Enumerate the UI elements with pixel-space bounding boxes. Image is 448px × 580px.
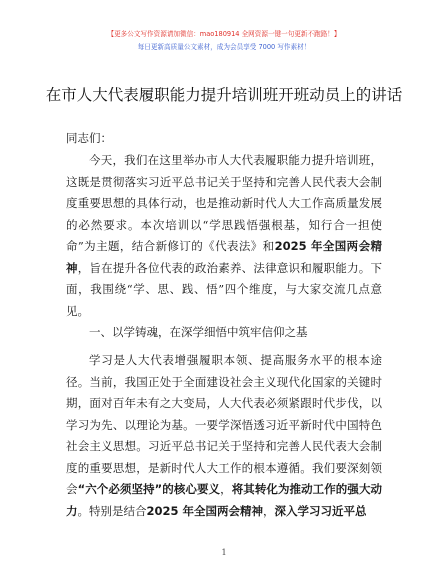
emphasis-two-sessions: 2025 年全国两会精神 (66, 239, 382, 275)
paragraph-intro (66, 150, 382, 322)
emphasis-six-musts: “六个必须坚持”的核心要义 (77, 482, 221, 496)
punct-comma-2: ， (263, 503, 275, 518)
section-heading-1: 一、以学铸魂，在深学细悟中筑牢信仰之基 (89, 325, 308, 339)
banner-member-line: 每日更新高质量公文素材，成为会员享受 7000 写作素材！ (137, 43, 311, 51)
page-number: 1 (221, 548, 227, 557)
document-title: 在市人大代表履职能力提升培训班开班动员上的讲话 (45, 86, 403, 104)
paragraph-section-1-connector: 。特别是结合 (77, 503, 147, 518)
emphasis-study-xi: 深入学习习近平总 (274, 503, 367, 518)
paragraph-section-1-text: 学习是人大代表增强履职本领、提高服务水平的根本途径。当前，我国正处于全面建设社会主义现代化国家的关键时期，面对百年未有之大变局，人大代表必须紧跟时代步伐，以学习为先、以理论为基。一要学深悟透习近平新时代中国特色社会主义思想。习近平总书记关于坚持和完善人民代表大会制度的重要思想，是新时代人大工作的根本遵循。我们要深刻领会 (66, 353, 382, 496)
paragraph-intro-text: 今天，我们在这里举办市人大代表履职能力提升培训班，这既是贯彻落实习近平总书记关于坚持和完善人民代表大会制度重要思想的具体行动，也是推动新时代人大工作高质量发展的必然要求。本次培训以“学思践悟强根基，知行合一担使命”为主题，结合新修订的《代表法》和 (66, 153, 382, 253)
paragraph-section-1 (66, 350, 382, 522)
paragraph-intro-text-end: ，旨在提升各位代表的政治素养、法律意识和履职能力。下面，我围绕“学、思、践、悟”四个维度，与大家交流几点意见。 (66, 260, 383, 318)
salutation: 同志们： (66, 131, 112, 145)
banner-promo-line: 【更多公文写作资源请加微信：mao180914 全网资源一键一句更新不跑路！】 (107, 30, 341, 38)
punct-comma-1: ， (220, 482, 232, 496)
emphasis-two-sessions-2: 2025 年全国两会精神 (146, 503, 264, 518)
emphasis-driving-force: 将其转化为推动工作的强大动力 (66, 482, 383, 518)
